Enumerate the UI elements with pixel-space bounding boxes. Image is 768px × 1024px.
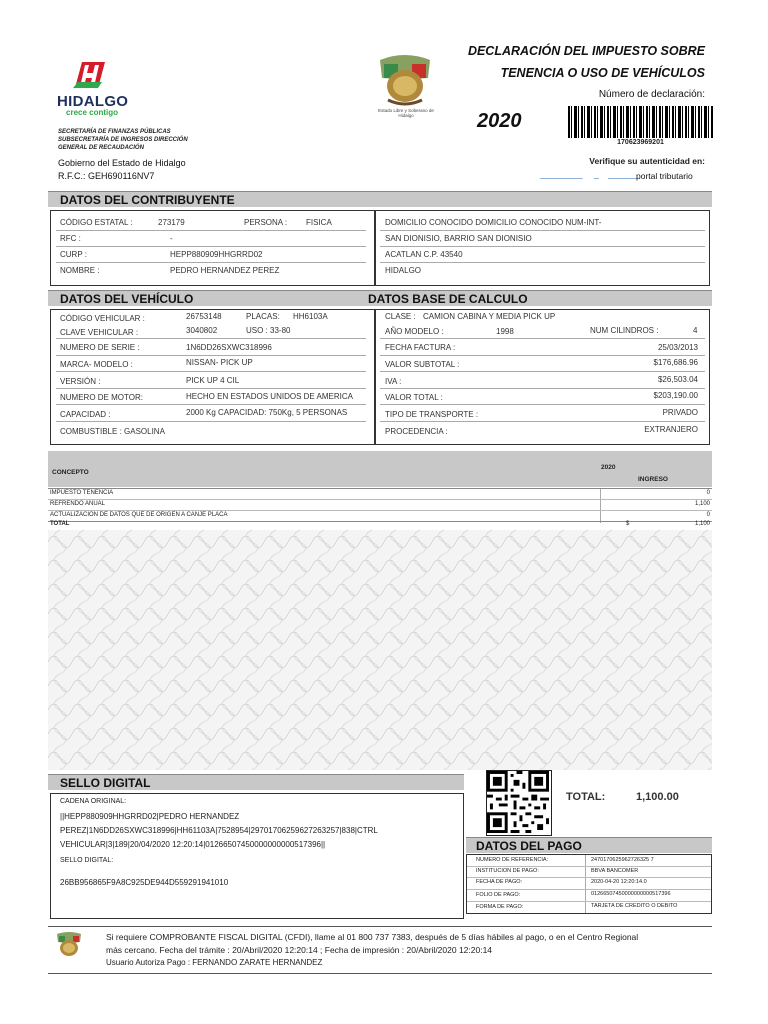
sello-section-title: SELLO DIGITAL bbox=[48, 774, 464, 790]
fecha-pago-value: 2020-04-20 12:20:14.0 bbox=[591, 879, 647, 885]
codigo-vehicular-value: 26753148 bbox=[186, 312, 222, 321]
pago-total-label: TOTAL: bbox=[566, 791, 606, 803]
marca-value: NISSAN- PICK UP bbox=[186, 358, 253, 367]
hidalgo-h-icon bbox=[72, 60, 108, 90]
footer-line-1 bbox=[106, 932, 638, 942]
tipo-transporte-value: PRIVADO bbox=[662, 408, 698, 417]
version-value: PICK UP 4 CIL bbox=[186, 376, 240, 385]
conceptos-total-currency: $ bbox=[626, 521, 630, 527]
row-divider bbox=[467, 901, 711, 902]
placas-value: HH6103A bbox=[293, 312, 328, 321]
combustible-text: COMBUSTIBLE : GASOLINA bbox=[60, 427, 165, 436]
persona-label: PERSONA : bbox=[244, 218, 288, 227]
portal-link-3[interactable]: ______ bbox=[608, 169, 637, 179]
divider bbox=[56, 421, 366, 422]
secretaria-text: SECRETARÍA DE FINANZAS PÚBLICAS bbox=[58, 129, 171, 135]
escudo-caption: Estado Libre y Soberano de Hidalgo bbox=[378, 108, 434, 118]
coat-of-arms-icon bbox=[370, 50, 440, 112]
barcode bbox=[568, 106, 713, 138]
divider bbox=[380, 421, 705, 422]
nombre-label: NOMBRE : bbox=[60, 266, 100, 275]
divider bbox=[56, 404, 366, 405]
row-divider bbox=[467, 889, 711, 890]
estado-value: HIDALGO bbox=[385, 266, 422, 275]
subtotal-label: VALOR SUBTOTAL : bbox=[385, 360, 460, 369]
divider bbox=[380, 371, 705, 372]
concepto-row-3-value: 0 bbox=[706, 512, 710, 518]
divider bbox=[56, 246, 366, 247]
pago-table bbox=[466, 854, 712, 914]
tipo-transporte-label: TIPO DE TRANSPORTE : bbox=[385, 410, 479, 419]
conceptos-total-value: 1,100 bbox=[694, 521, 710, 527]
forma-value: TARJETA DE CREDITO O DEBITO bbox=[591, 903, 678, 909]
forma-label: FORMA DE PAGO: bbox=[476, 904, 524, 910]
row-divider bbox=[48, 510, 712, 511]
divider bbox=[380, 262, 705, 263]
motor-value: HECHO EN ESTADOS UNIDOS DE AMERICA bbox=[186, 392, 353, 401]
brand-name: HIDALGO bbox=[57, 93, 129, 110]
cadena-label: CADENA ORIGINAL: bbox=[60, 798, 127, 805]
rfc-text: R.F.C.: GEH690116NV7 bbox=[58, 171, 155, 181]
conceptos-table bbox=[48, 488, 712, 523]
clase-label: CLASE : bbox=[385, 312, 416, 321]
folio-label: FOLIO DE PAGO: bbox=[476, 892, 521, 898]
institucion-label: INSTITUCION DE PAGO: bbox=[476, 868, 539, 874]
divider bbox=[380, 355, 705, 356]
numero-label: Número de declaración: bbox=[598, 89, 705, 100]
colonia-value: SAN DIONISIO, BARRIO SAN DIONISIO bbox=[385, 234, 532, 243]
divider bbox=[380, 404, 705, 405]
motor-label: NUMERO DE MOTOR: bbox=[60, 393, 143, 402]
coat-of-arms-small-icon bbox=[52, 930, 86, 962]
divider bbox=[56, 338, 366, 339]
portal-link-1[interactable]: _________ bbox=[540, 169, 583, 179]
portal-text: portal tributario bbox=[636, 171, 693, 181]
concepto-row-2-value: 1,100 bbox=[694, 501, 710, 507]
divider bbox=[56, 262, 366, 263]
capacidad-value: 2000 Kg CAPACIDAD: 750Kg, 5 PERSONAS bbox=[186, 408, 348, 417]
row-divider bbox=[467, 877, 711, 878]
portal-link-2[interactable]: _ bbox=[594, 169, 599, 179]
referencia-label: NUMERO DE REFERENCIA: bbox=[476, 857, 549, 863]
capacidad-label: CAPACIDAD : bbox=[60, 410, 111, 419]
divider bbox=[56, 388, 366, 389]
column-divider bbox=[600, 489, 601, 523]
conceptos-total-label: TOTAL bbox=[50, 521, 70, 527]
verifique-text: Verifique su autenticidad en: bbox=[589, 156, 705, 166]
domicilio-value: DOMICILIO CONOCIDO DOMICILIO CONOCIDO NUM-INT- bbox=[385, 218, 602, 227]
divider bbox=[56, 371, 366, 372]
cadena-line-2: PEREZ|1N6DD26SXWC318996|HH61103A|7528954|29701706259627263257|838|CTRL bbox=[60, 826, 378, 835]
ingreso-header: INGRESO bbox=[638, 476, 668, 483]
curp-label: CURP : bbox=[60, 250, 87, 259]
serie-label: NUMERO DE SERIE : bbox=[60, 343, 140, 352]
fecha-factura-value: 25/03/2013 bbox=[657, 343, 698, 352]
valor-total-label: VALOR TOTAL : bbox=[385, 393, 443, 402]
nombre-value: PEDRO HERNANDEZ PEREZ bbox=[170, 266, 280, 275]
subsecretaria-text: SUBSECRETARÍA DE INGRESOS DIRECCIÓN bbox=[58, 137, 188, 143]
serie-value: 1N6DD26SXWC318996 bbox=[186, 343, 272, 352]
rfc-value: - bbox=[170, 234, 173, 243]
marca-label: MARCA- MODELO : bbox=[60, 360, 133, 369]
qr-code-icon bbox=[487, 771, 549, 833]
subtotal-value: $176,686.96 bbox=[653, 358, 698, 367]
concepto-row-1-value: 0 bbox=[706, 490, 710, 496]
divider bbox=[56, 355, 366, 356]
municipio-value: ACATLAN C.P. 43540 bbox=[385, 250, 463, 259]
footer-cfdi: COMPROBANTE FISCAL DIGITAL (CFDI) bbox=[149, 932, 311, 942]
pago-section-title: DATOS DEL PAGO bbox=[466, 837, 712, 853]
footer-line-2: más cercano. Fecha del trámite : 20/Abril/2020 12:20:14 ; Fecha de impresión : 20/Abril/2020 12:20:14 bbox=[106, 945, 493, 955]
clave-vehicular-value: 3040802 bbox=[186, 326, 218, 335]
divider bbox=[380, 388, 705, 389]
footer-line-3: Usuario Autoriza Pago : FERNANDO ZARATE HERNANDEZ bbox=[106, 958, 323, 967]
guilloche-pattern-icon bbox=[48, 530, 712, 770]
concepto-row-2-label: REFRENDO ANUAL bbox=[50, 501, 106, 507]
divider bbox=[380, 246, 705, 247]
declaration-year: 2020 bbox=[477, 110, 522, 132]
divider bbox=[56, 230, 366, 231]
footer-line-1-post: , llame al 01 800 737 7383, después de 5 días hábiles al pago, o en el Centro Regional bbox=[310, 932, 639, 942]
brand-slogan: crece contigo bbox=[66, 108, 119, 117]
version-label: VERSIÓN : bbox=[60, 377, 101, 386]
qr-code bbox=[486, 770, 552, 836]
curp-value: HEPP880909HHGRRD02 bbox=[170, 250, 263, 259]
concepto-row-1-label: IMPUESTO TENENCIA bbox=[50, 490, 114, 496]
escudo-hidalgo bbox=[370, 50, 440, 112]
clase-value: CAMION CABINA Y MEDIA PICK UP bbox=[423, 312, 556, 321]
cilindros-label: NUM CILINDROS : bbox=[590, 326, 659, 335]
rfc-label: RFC : bbox=[60, 234, 81, 243]
divider bbox=[380, 230, 705, 231]
folio-value: 01266507450000000000517396 bbox=[591, 891, 671, 897]
sello-label: SELLO DIGITAL: bbox=[60, 857, 114, 864]
anio-value: 1998 bbox=[496, 327, 514, 336]
concepto-row-3-label: ACTUALIZACION DE DATOS QUE DE ORIGEN A CANJE PLACA bbox=[50, 512, 228, 518]
fecha-factura-label: FECHA FACTURA : bbox=[385, 343, 456, 352]
vehiculo-section-title: DATOS DEL VEHÍCULO bbox=[48, 290, 368, 306]
codigo-estatal-label: CÓDIGO ESTATAL : bbox=[60, 218, 133, 227]
fecha-pago-label: FECHA DE PAGO: bbox=[476, 879, 523, 885]
institucion-value: BBVA BANCOMER bbox=[591, 868, 639, 874]
contribuyente-section-title: DATOS DEL CONTRIBUYENTE bbox=[48, 191, 712, 207]
divider bbox=[380, 338, 705, 339]
codigo-estatal-value: 273179 bbox=[158, 218, 185, 227]
procedencia-label: PROCEDENCIA : bbox=[385, 427, 448, 436]
column-divider bbox=[585, 855, 586, 913]
footer-bottom-rule bbox=[48, 973, 712, 974]
footer-line-1-pre: Si requiere bbox=[106, 932, 150, 942]
valor-total-value: $203,190.00 bbox=[653, 391, 698, 400]
cadena-line-1: ||HEPP880909HHGRRD02|PEDRO HERNANDEZ bbox=[60, 812, 240, 821]
row-divider bbox=[467, 866, 711, 867]
codigo-vehicular-label: CÓDIGO VEHICULAR : bbox=[60, 314, 145, 323]
title-line-2: TENENCIA O USO DE VEHÍCULOS bbox=[500, 66, 705, 80]
concepto-header: CONCEPTO bbox=[52, 469, 89, 476]
persona-value: FISICA bbox=[306, 218, 332, 227]
row-divider bbox=[48, 499, 712, 500]
security-watermark bbox=[48, 530, 712, 770]
iva-label: IVA : bbox=[385, 377, 402, 386]
total-divider bbox=[48, 521, 712, 522]
cadena-line-3: VEHICULAR|3|189|20/04/2020 12:20:14|01266507450000000000517396|| bbox=[60, 840, 326, 849]
barcode-number: 170623969201 bbox=[617, 139, 664, 146]
gobierno-text: Gobierno del Estado de Hidalgo bbox=[58, 158, 186, 168]
clave-vehicular-label: CLAVE VEHICULAR : bbox=[60, 328, 139, 337]
referencia-value: 2470170625962726325 7 bbox=[591, 857, 654, 863]
pago-total-value: 1,100.00 bbox=[636, 791, 679, 803]
direccion-text: GENERAL DE RECAUDACIÓN bbox=[58, 145, 144, 151]
sello-value: 26BB956865F9A8C925DE944D559291941010 bbox=[60, 878, 229, 887]
footer-top-rule bbox=[48, 926, 712, 927]
placas-label: PLACAS: bbox=[246, 312, 280, 321]
year-header: 2020 bbox=[601, 464, 616, 471]
procedencia-value: EXTRANJERO bbox=[644, 425, 698, 434]
iva-value: $26,503.04 bbox=[657, 375, 698, 384]
cilindros-value: 4 bbox=[693, 326, 698, 335]
uso-label: USO : 33-80 bbox=[246, 326, 291, 335]
anio-label: AÑO MODELO : bbox=[385, 327, 444, 336]
base-section-title: DATOS BASE DE CALCULO bbox=[368, 290, 712, 306]
footer-escudo bbox=[52, 930, 86, 962]
title-line-1: DECLARACIÓN DEL IMPUESTO SOBRE bbox=[467, 44, 705, 58]
